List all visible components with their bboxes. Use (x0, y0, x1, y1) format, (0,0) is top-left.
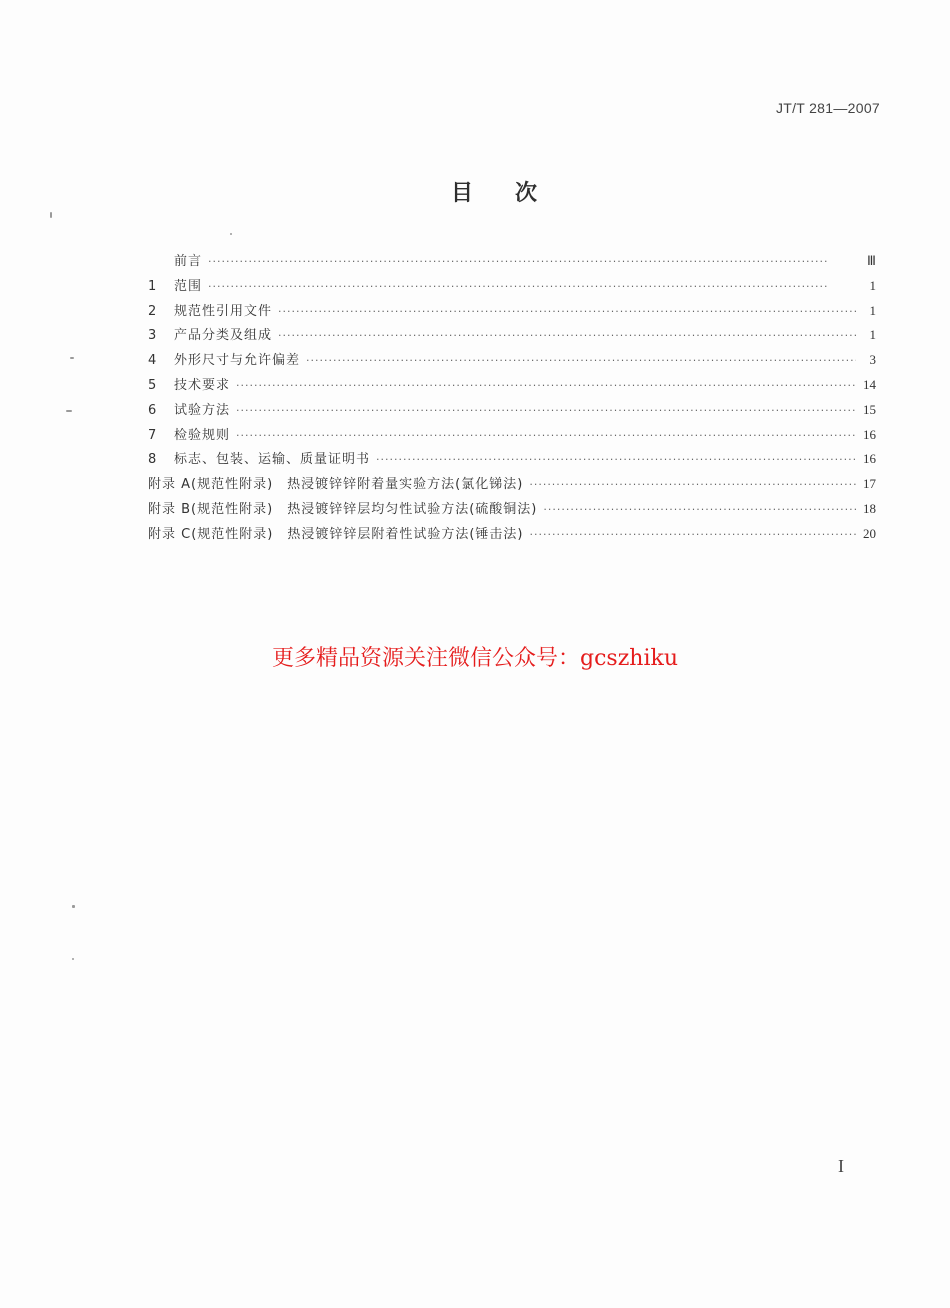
toc-entry-page: 16 (863, 426, 876, 442)
toc-entry-3[interactable] (148, 324, 876, 349)
watermark-ad-text: 更多精品资源关注微信公众号：gcszhiku (272, 646, 678, 671)
toc-entry-page: 16 (863, 451, 876, 467)
toc-leader-dots (236, 404, 856, 417)
toc-entry-label: 前言 (174, 254, 203, 269)
toc-entry-label: 附录 B(规范性附录) 热浸镀锌锌层均匀性试验方法(硫酸铜法) (148, 501, 538, 517)
toc-entry-page: 20 (863, 525, 876, 541)
toc-leader-dots (278, 305, 856, 318)
toc-entry-page: 1 (869, 302, 876, 318)
toc-entry-label: 检验规则 (174, 427, 231, 443)
toc-leader-dots (530, 528, 857, 541)
toc-entry-appendix-a[interactable] (148, 473, 876, 498)
toc-entry-page: 1 (869, 327, 876, 343)
toc-entry-page: Ⅲ (867, 253, 876, 268)
toc-entry-label: 规范性引用文件 (174, 303, 273, 319)
scan-speck (70, 357, 74, 359)
toc-entry-page: 1 (869, 277, 876, 293)
toc-entry-number: 5 (148, 377, 157, 393)
toc-leader-dots (376, 453, 856, 466)
toc-entry-label: 附录 C(规范性附录) 热浸镀锌锌层附着性试验方法(锤击法) (148, 526, 524, 542)
toc-entry-7[interactable] (148, 424, 876, 449)
toc-title: 目次 (450, 181, 579, 206)
toc-entry-number: 4 (148, 353, 157, 369)
toc-leader-dots (306, 354, 856, 367)
toc-leader-dots (529, 478, 856, 491)
toc-leader-dots (236, 379, 856, 392)
toc-entry-appendix-c[interactable] (148, 523, 876, 548)
toc-entry-4[interactable] (148, 349, 876, 374)
toc-entry-label: 技术要求 (174, 377, 231, 393)
toc-leader-dots (278, 329, 856, 342)
toc-entry-1[interactable] (148, 275, 876, 300)
toc-entry-appendix-b[interactable] (148, 498, 876, 523)
toc-entry-label: 外形尺寸与允许偏差 (174, 353, 301, 369)
toc-entry-page: 3 (869, 352, 876, 368)
toc-leader-dots (236, 429, 856, 442)
toc-entry-label: 试验方法 (174, 402, 231, 418)
toc-entry-label: 范围 (174, 278, 203, 294)
scan-speck (230, 233, 232, 235)
toc-entry-preface[interactable] (148, 250, 876, 275)
scan-speck (66, 410, 72, 412)
toc-entry-label: 附录 A(规范性附录) 热浸镀锌锌附着量实验方法(氯化锑法) (148, 477, 524, 493)
toc-entry-page: 14 (863, 376, 876, 392)
document-code: JT/T 281—2007 (775, 100, 880, 116)
toc-entry-number: 2 (148, 303, 157, 319)
toc-entry-number: 7 (148, 427, 157, 443)
toc-entry-number: 3 (148, 328, 157, 344)
scan-speck (72, 958, 74, 960)
toc-entry-page: 17 (863, 476, 876, 492)
toc-entry-label: 产品分类及组成 (174, 328, 273, 344)
toc-entry-number: 8 (148, 452, 157, 468)
toc-entry-page: 18 (863, 500, 876, 516)
toc-entry-number: 1 (148, 278, 157, 294)
toc-leader-dots (543, 503, 856, 516)
scan-speck (72, 905, 75, 908)
table-of-contents (148, 250, 876, 548)
toc-entry-number: 6 (148, 402, 157, 418)
toc-leader-dots (208, 255, 856, 268)
toc-leader-dots (208, 280, 856, 293)
toc-entry-label: 标志、包装、运输、质量证明书 (174, 452, 371, 468)
toc-entry-6[interactable] (148, 399, 876, 424)
toc-entry-2[interactable] (148, 300, 876, 325)
toc-entry-8[interactable] (148, 448, 876, 473)
page-number: I (838, 1156, 844, 1176)
toc-entry-page: 15 (863, 401, 876, 417)
toc-entry-5[interactable] (148, 374, 876, 399)
scan-speck (50, 212, 52, 218)
